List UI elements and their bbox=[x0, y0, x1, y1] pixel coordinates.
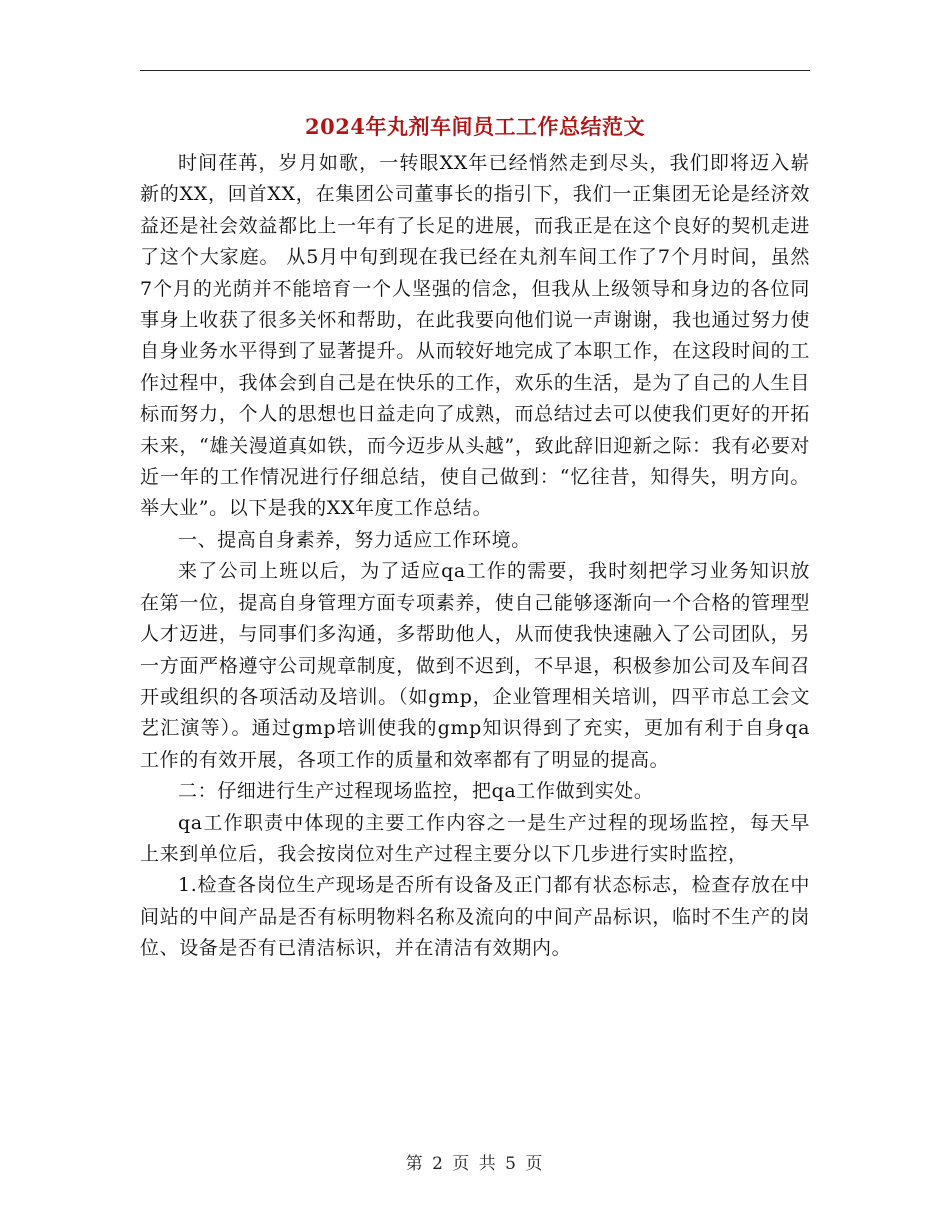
section-1-paragraph: 来了公司上班以后，为了适应qa工作的需要，我时刻把学习业务知识放在第一位，提高自身管理方面专项素养，使自己能够逐渐向一个合格的管理型人才迈进，与同事们多沟通，多帮助他人，从而使我快速融入了公司团队，另一方面严格遵守公司规章制度，做到不迟到，不早退，积极参加公司及车间召开或组织的各项活动及培训。（如gmp，企业管理相关培训，四平市总工会文艺汇演等）。通过gmp培训使我的gmp知识得到了充实，更加有利于自身qa工作的有效开展，各项工作的质量和效率都有了明显的提高。 bbox=[140, 560, 810, 771]
header-rule bbox=[140, 70, 810, 71]
section-heading-1: 一、提高自身素养，努力适应工作环境。 bbox=[178, 528, 531, 551]
document-title: 2024年丸剂车间员工工作总结范文 bbox=[305, 114, 645, 139]
intro-paragraph: 时间荏苒，岁月如歌，一转眼XX年已经悄然走到尽头，我们即将迈入崭新的XX，回首XX，在集团公司董事长的指引下，我们一正集团无论是经济效益还是社会效益都比上一年有了长足的进展，而我正是在这个良好的契机走进了这个大家庭。 从5月中旬到现在我已经在丸剂车间工作了7个月时间，虽然7个月的光荫并不能培育一个人坚强的信念，但我从上级领导和身边的各位同事身上收获了很多关怀和帮助，在此我要向他们说一声谢谢，我也通过努力使自身业务水平得到了显著提升。从而较好地完成了本职工作，在这段时间的工作过程中，我体会到自己是在快乐的工作，欢乐的生活，是为了自己的人生目标而努力，个人的思想也日益走向了成熟，而总结过去可以使我们更好的开拓未来，“雄关漫道真如铁，而今迈步从头越”，致此辞旧迎新之际：我有必要对近一年的工作情况进行仔细总结，使自己做到：“忆往昔，知得失，明方向。举大业”。以下是我的XX年度工作总结。 bbox=[140, 152, 810, 520]
list-item-1: 1.检查各岗位生产现场是否所有设备及正门都有状态标志，检查存放在中间站的中间产品是否有标明物料名称及流向的中间产品标识，临时不生产的岗位、设备是否有已清洁标识，并在清洁有效期内。 bbox=[140, 874, 810, 960]
section-2-paragraph: qa工作职责中体现的主要工作内容之一是生产过程的现场监控，每天早上来到单位后，我会按岗位对生产过程主要分以下几步进行实时监控， bbox=[140, 811, 810, 865]
section-heading-2: 二：仔细进行生产过程现场监控，把qa工作做到实处。 bbox=[178, 780, 654, 803]
document-body bbox=[140, 148, 810, 965]
page-number-footer: 第 2 页 共 5 页 bbox=[405, 1154, 545, 1174]
